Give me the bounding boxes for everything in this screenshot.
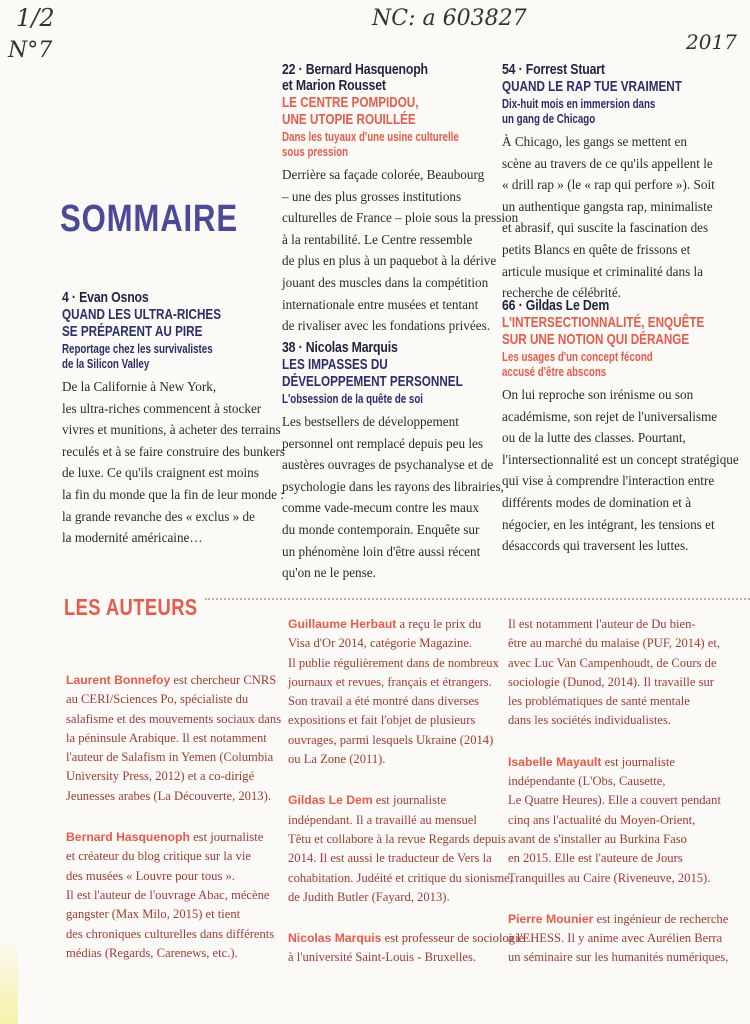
article-number: 66 · Gildas Le Dem: [502, 297, 610, 314]
author-name: Pierre Mounier: [508, 911, 594, 926]
author-name: Laurent Bonnefoy: [66, 673, 171, 687]
article-title-line: UNE UTOPIE ROUILLÉE: [282, 111, 416, 128]
dotted-divider: [205, 598, 750, 600]
auteurs-title: LES AUTEURS: [64, 594, 198, 620]
handwritten-fraction: 1/2: [16, 4, 55, 32]
article-number: 38 · Nicolas Marquis: [282, 339, 398, 356]
article-stuart[interactable]: [502, 62, 733, 304]
article-number-cont: et Marion Rousset: [282, 77, 386, 94]
article-osnos[interactable]: [62, 290, 285, 549]
article-le-dem[interactable]: [502, 298, 750, 557]
page-edge-highlight: [0, 934, 18, 1024]
handwritten-year: 2017: [686, 30, 737, 54]
article-pompidou[interactable]: [282, 62, 518, 337]
author-name: Bernard Hasquenoph: [66, 830, 190, 845]
handwritten-catalog-number: NC: a 603827: [372, 6, 527, 31]
article-subtitle-line: Dans les tuyaux d'une usine culturelle: [282, 130, 459, 144]
authors-column-3: Il est notamment l'auteur de Du bien- être au marché du malaise (PUF, 2014) et, avec Luc Van Campenhoudt, de Cours de sociologie (Dunod, 2014). Il travaille sur les problématiques de santé mentale dans les sociétés individualistes. Isabelle Mayault est journaliste indépendante (L'Obs, Causette, Le Quatre Heures). Elle a couvert pendant cinq ans l'actualité du Moyen-Orient, avant de s'installer au Burkina Faso en 2015. Elle est l'auteure de Jours Tranquilles au Caire (Riveneuve, 2015). Pierre Mounier est ingénieur de recherche à l'EHESS. Il y anime avec Aurélien Berra un séminaire sur les humanités numériques,: [508, 617, 729, 965]
article-number: 4 · Evan Osnos: [62, 289, 149, 306]
article-subtitle-line: accusé d'être abscons: [502, 365, 607, 379]
article-title-line: LES IMPASSES DU: [282, 356, 388, 373]
author-name: Gildas Le Dem: [288, 793, 373, 808]
article-subtitle-line: sous pression: [282, 145, 349, 159]
article-title-line: LE CENTRE POMPIDOU,: [282, 94, 419, 111]
article-number: 54 · Forrest Stuart: [502, 61, 605, 78]
article-body: Les bestsellers de développement personnel ont remplacé depuis peu les austères ouvrages de psychanalyse et de psychologie dans les rayons des librairies, comme vade-mecum contre les maux du monde contemporain. Enquête sur un phénomène loin d'être aussi récent qu'on ne le pense.: [282, 414, 504, 581]
article-subtitle-line: L'obsession de la quête de soi: [282, 392, 424, 406]
article-subtitle-line: de la Silicon Valley: [62, 357, 150, 371]
article-body: À Chicago, les gangs se mettent en scène au travers de ce qu'ils appellent le « drill rap » (le « rap qui perfore »). Soit un authentique gangsta rap, minimaliste et abrasif, qui suscite la fascination des petits Blancs en quête de frissons et articule musique et criminalité dans la recherche de célébrité.: [502, 134, 715, 301]
authors-column-2: Guillaume Herbaut a reçu le prix du Visa d'Or 2014, catégorie Magazine. Il publie régulièrement dans de nombreux journaux et revues, français et étrangers. Son travail a été montré dans diverses expositions et fait l'objet de plusieurs ouvrages, parmi lesquels Ukraine (2014) ou La Zone (2011). Gildas Le Dem est journaliste indépendant. Il a travaillé au mensuel Têtu et collabore à la revue Regards depuis 2014. Il est aussi le traducteur de Vers la cohabitation. Judéité et critique du sionisme, de Judith Butler (Fayard, 2013). Nicolas Marquis est professeur de sociologie à l'université Saint-Louis - Bruxelles.: [288, 617, 525, 965]
author-name: Isabelle Mayault: [508, 754, 602, 769]
article-title-line: L'INTERSECTIONNALITÉ, ENQUÊTE: [502, 314, 705, 331]
author-name: Nicolas Marquis: [288, 931, 382, 946]
article-body: On lui reproche son irénisme ou son académisme, son rejet de l'universalisme ou de la lutte des classes. Pourtant, l'intersectionnalité est un concept stratégique qui vise à comprendre l'interaction entre différents modes de domination et à négocier, en les intégrant, les tensions et désaccords qui traversent les luttes.: [502, 387, 739, 554]
sommaire-title: SOMMAIRE: [60, 198, 238, 240]
article-marquis[interactable]: [282, 340, 514, 584]
handwritten-issue-number: N°7: [8, 38, 53, 63]
article-title-line: QUAND LE RAP TUE VRAIMENT: [502, 78, 682, 95]
article-title-line: SUR UNE NOTION QUI DÉRANGE: [502, 331, 690, 348]
article-number: 22 · Bernard Hasquenoph: [282, 61, 428, 78]
article-body: De la Californie à New York, les ultra-riches commencent à stocker vivres et munitions, à acheter des terrains reculés et à se faire construire des bunkers de luxe. Ce qu'ils craignent est moins la fin du monde que la fin de leur monde : la grande revanche des « exclus » de la modernité américaine…: [62, 379, 285, 546]
article-body: Derrière sa façade colorée, Beaubourg – une des plus grosses institutions culturelles de France – ploie sous la pression à la rentabilité. Le Centre ressemble de plus en plus à un paquebot à la dérive jouant des muscles dans la compétition internationale entre musées et tentant de rivaliser avec les fondations privées.: [282, 167, 519, 334]
author-name: Guillaume Herbaut: [288, 617, 397, 631]
article-title-line: SE PRÉPARENT AU PIRE: [62, 323, 203, 340]
article-subtitle-line: Les usages d'un concept fécond: [502, 350, 653, 364]
article-subtitle-line: Dix-huit mois en immersion dans: [502, 97, 656, 111]
article-title-line: QUAND LES ULTRA-RICHES: [62, 306, 222, 323]
authors-column-1: Laurent Bonnefoy est chercheur CNRS au CERI/Sciences Po, spécialiste du salafisme et des mouvements sociaux dans la péninsule Arabique. Il est notamment l'auteur de Salafism in Yemen (Columbia University Press, 2012) et a co-dirigé Jeunesses arabes (La Découverte, 2013). Bernard Hasquenoph est journaliste et créateur du blog critique sur la vie des musées « Louvre pour tous ». Il est l'auteur de l'ouvrage Abac, mécène gangster (Max Milo, 2015) et tient des chroniques culturelles dans différents médias (Regards, Carenews, etc.).: [66, 673, 282, 960]
article-subtitle-line: un gang de Chicago: [502, 112, 596, 126]
article-title-line: DÉVELOPPEMENT PERSONNEL: [282, 373, 463, 390]
article-subtitle-line: Reportage chez les survivalistes: [62, 342, 213, 356]
